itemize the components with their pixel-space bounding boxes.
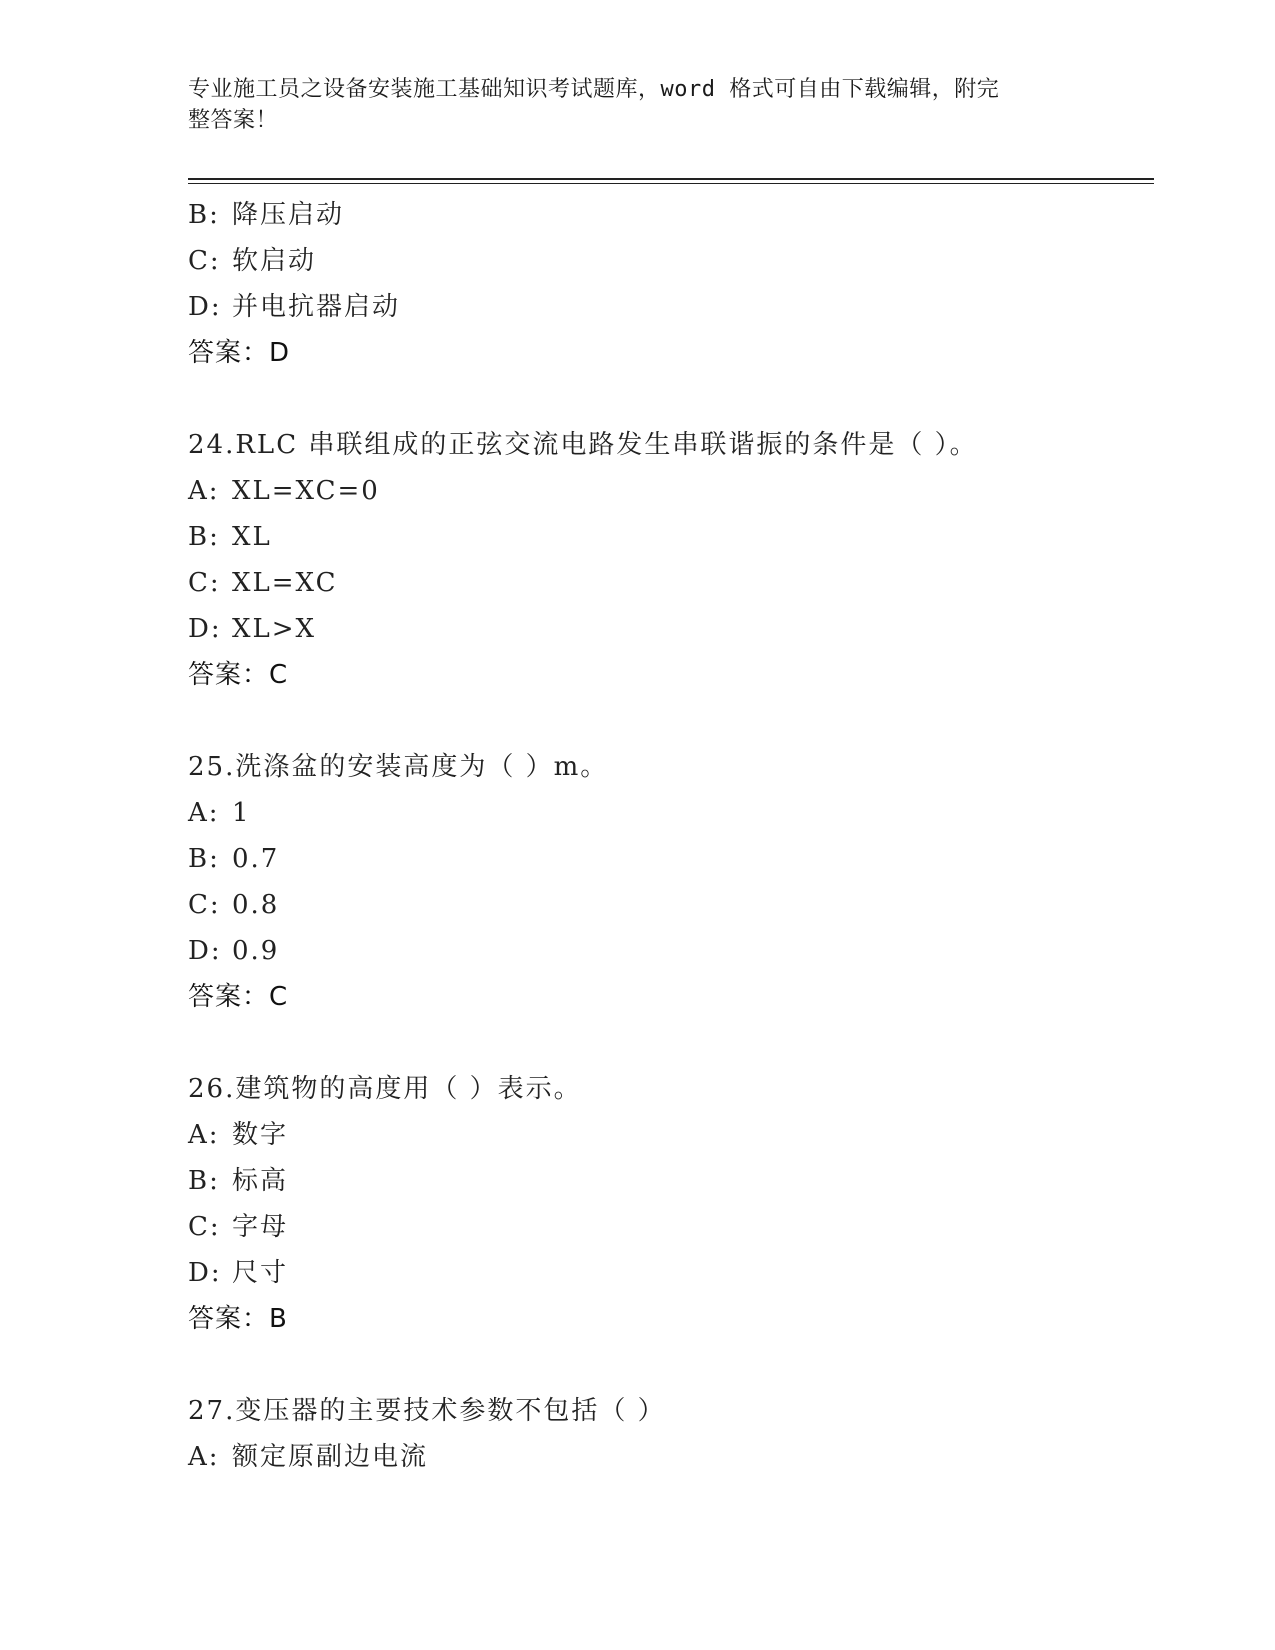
option-key: A: xyxy=(188,1120,220,1150)
option-text: 1 xyxy=(232,798,251,828)
option-row xyxy=(188,882,1154,928)
option-text: XL>X xyxy=(232,614,317,644)
option-key: C: xyxy=(188,1212,221,1242)
answer-line: 答案：B xyxy=(188,1304,288,1334)
option-text: XL xyxy=(232,522,272,552)
option-text: 0.8 xyxy=(232,890,280,920)
option-row xyxy=(188,284,1154,330)
option-key: C: xyxy=(188,246,221,276)
option-row xyxy=(188,606,1154,652)
answer-line: 答案：C xyxy=(188,982,289,1012)
option-text: 降压启动 xyxy=(232,200,345,230)
question-spacer xyxy=(188,698,1154,744)
header-divider-thick xyxy=(188,178,1154,180)
option-row xyxy=(188,560,1154,606)
option-key: A: xyxy=(188,798,220,828)
option-text: 标高 xyxy=(232,1166,289,1196)
option-row xyxy=(188,1112,1154,1158)
option-text: 并电抗器启动 xyxy=(232,292,401,322)
question-spacer xyxy=(188,1020,1154,1066)
option-key: B: xyxy=(188,522,220,552)
header-line-2: 整答案！ xyxy=(188,108,279,133)
question-stem: 26.建筑物的高度用（ ）表示。 xyxy=(188,1074,582,1104)
option-text: 字母 xyxy=(232,1212,289,1242)
option-row xyxy=(188,1434,1154,1480)
question-23-continued xyxy=(188,192,1154,376)
option-row xyxy=(188,836,1154,882)
document-header xyxy=(188,74,1068,136)
question-stem: 27.变压器的主要技术参数不包括（ ） xyxy=(188,1396,666,1426)
option-row xyxy=(188,514,1154,560)
option-key: B: xyxy=(188,844,220,874)
option-row xyxy=(188,1204,1154,1250)
question-stem: 25.洗涤盆的安装高度为（ ）m。 xyxy=(188,752,609,782)
answer-line: 答案：C xyxy=(188,660,289,690)
option-row xyxy=(188,238,1154,284)
option-key: C: xyxy=(188,890,221,920)
option-key: A: xyxy=(188,476,220,506)
option-row xyxy=(188,1158,1154,1204)
option-key: B: xyxy=(188,200,220,230)
option-row xyxy=(188,1250,1154,1296)
option-key: D: xyxy=(188,1258,222,1288)
option-key: D: xyxy=(188,614,222,644)
option-row xyxy=(188,468,1154,514)
option-row xyxy=(188,192,1154,238)
option-text: 软启动 xyxy=(232,246,317,276)
header-divider-thin xyxy=(188,183,1154,184)
option-text: 数字 xyxy=(232,1120,289,1150)
question-spacer xyxy=(188,1342,1154,1388)
question-25 xyxy=(188,744,1154,1020)
option-text: 0.7 xyxy=(232,844,280,874)
option-text: XL=XC xyxy=(232,568,338,598)
option-row xyxy=(188,790,1154,836)
question-list xyxy=(188,192,1154,1480)
question-27 xyxy=(188,1388,1154,1480)
option-key: D: xyxy=(188,936,222,966)
option-key: C: xyxy=(188,568,221,598)
option-row xyxy=(188,928,1154,974)
option-text: 尺寸 xyxy=(232,1258,289,1288)
header-line-1: 专业施工员之设备安装施工基础知识考试题库，word 格式可自由下载编辑，附完 xyxy=(188,77,1000,102)
option-key: A: xyxy=(188,1442,220,1472)
option-key: B: xyxy=(188,1166,220,1196)
question-24 xyxy=(188,422,1154,698)
option-text: XL=XC=0 xyxy=(232,476,380,506)
answer-line: 答案：D xyxy=(188,338,291,368)
question-26 xyxy=(188,1066,1154,1342)
question-stem: 24.RLC 串联组成的正弦交流电路发生串联谐振的条件是（ ）。 xyxy=(188,430,978,460)
question-spacer xyxy=(188,376,1154,422)
option-text: 额定原副边电流 xyxy=(232,1442,429,1472)
option-text: 0.9 xyxy=(232,936,280,966)
option-key: D: xyxy=(188,292,222,322)
